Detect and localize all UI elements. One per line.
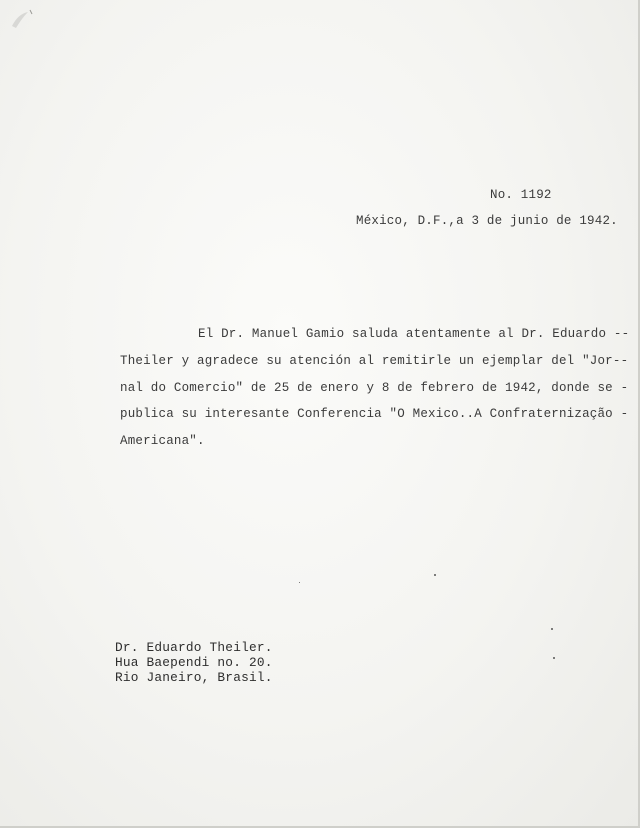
paper-speck [299, 582, 300, 583]
body-line-4: publica su interesante Conferencia "O Mexico..A Confraternização - [120, 407, 629, 421]
body-line-5: Americana". [120, 434, 205, 448]
body-line-2: Theiler y agradece su atención al remitirle un ejemplar del "Jor-- [120, 354, 629, 368]
paper-speck [434, 574, 436, 576]
paper-speck [553, 657, 555, 659]
reference-number: No. 1192 [490, 188, 552, 202]
paper-speck [551, 628, 553, 630]
body-line-3: nal do Comercio" de 25 de enero y 8 de febrero de 1942, donde se - [120, 381, 629, 395]
recipient-name: Dr. Eduardo Theiler. [115, 640, 273, 655]
paper-smudge-mark [10, 8, 34, 30]
recipient-city: Rio Janeiro, Brasil. [115, 670, 273, 685]
place-date: México, D.F.,a 3 de junio de 1942. [356, 214, 618, 228]
body-line-1: El Dr. Manuel Gamio saluda atentamente al Dr. Eduardo -- [198, 327, 630, 341]
recipient-street: Hua Baependi no. 20. [115, 655, 273, 670]
